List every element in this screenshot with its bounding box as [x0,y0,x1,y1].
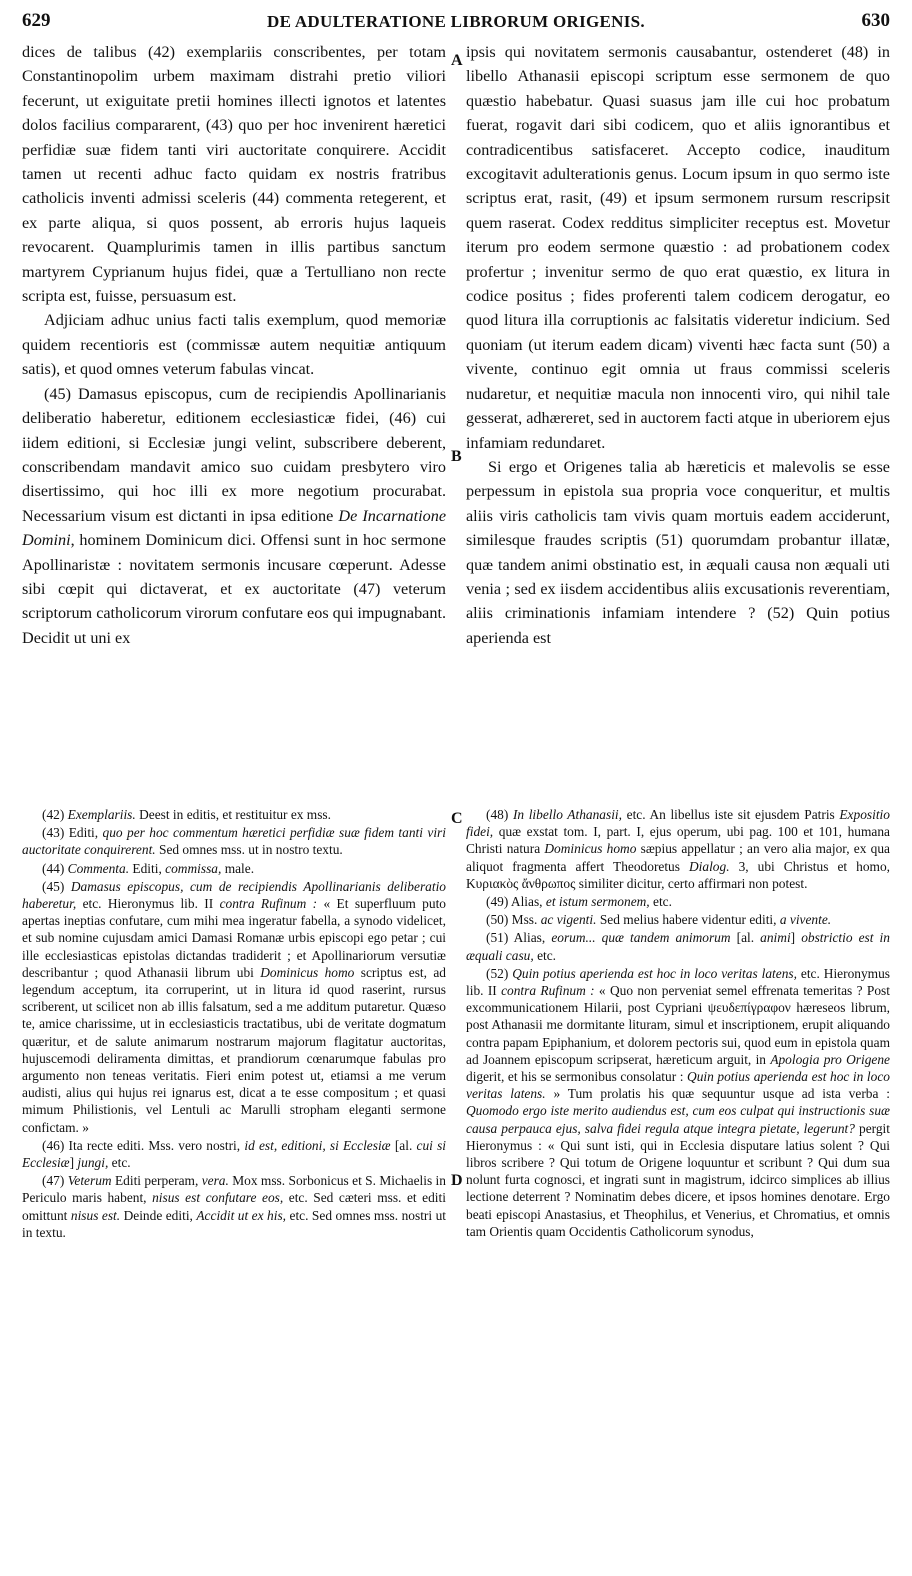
footnote-47 [22,1172,446,1241]
note-quote: animi [760,930,791,946]
note-quote: vera. [201,1173,229,1189]
main-text-right-column [466,40,890,650]
footnote-52 [466,965,890,1240]
note-quote: cui si Ecclesiæ [22,1137,447,1171]
paragraph: Adjiciam adhuc unius facti talis exemplum, quod memoriæ quidem recentioris est (commissæ autem nequitiæ antiquum satis), et quod omnes veterum fabulas vincat. [22,311,446,379]
paragraph-text: , hominem Dominicum dici. Offensi sunt in hoc sermone Apollinaristæ : novitatem sermonis incusare cœperunt. Adesse sibi cœpit qui dictaverat, et ex auctoritate (47) veterum scriptorum catholicorum virorum confutare eos qui impugnabant. Decidit ut uni ex [22,531,446,647]
note-text: Deinde editi, [123,1207,193,1223]
paragraph [22,382,446,650]
main-text-left-column [22,40,446,650]
note-number: (52) [486,965,509,981]
note-text: « Quo non perveniat semel effrenata temeritas ? Post excommunicationem Hilarii, post Cypriani ψευδεπίγραφον hæreseos librum, post Athanasii me dormitante lituram, simul et inscriptionem, erupit aliquando contra papam Epiphanium, et dolorem pectoris sui, quod eum in epistola quam ad Joannem episcopum scripserat, hæreticum arguit, in [466,983,890,1067]
paragraph-text: (45) Damasus episcopus, cum de recipiendis Apollinarianis deliberatio haberetur, editionem ecclesiasticæ fidei, (46) cui iidem editioni, si Ecclesiæ jungi velint, subscribere deberent, conscribendam mandavit amico suo cuidam presbytero viro disertissimo, qui hoc illi ex more negotium procurabat. Necessarium visum est dictanti in ipsa editione [22,384,446,525]
paragraph: dices de talibus (42) exemplariis conscribentes, per totam Constantinopolim urbem maximam distrahi pretio viliori fecerunt, ut exiguitate pretii homines illecti ignotos et latentes dolos facilius compararent, (43) quo per hoc invenirent hæretici perfidiæ suæ fidem tanti viri auctoritate conquirere. Accidit tamen ut recenti adhuc facto quidam ex nostris fratribus catholicis inventi admissi sceleris (44) commenta retegerent, et ex parte aliqua, si quos possent, ab erroris hujus laqueis revocarent. Quamplurimis tamen in illis partibus sanctum martyrem Cyprianum hujus fidei, quæ a Tertulliano non recte scripta est, fuisse, persuasum est. [22,43,446,306]
running-header [22,10,890,36]
note-text: digerit, et his se sermonibus consolatur : [466,1069,684,1085]
work-title: Dialog. [689,858,730,874]
note-number: (48) [486,807,509,822]
note-text: [al. [736,930,755,946]
note-quote: ac vigenti. [540,912,597,928]
work-title: Expositio fidei, [466,807,890,840]
note-lemma: Damasus episcopus, cum de recipiendis Apollinarianis deliberatio haberetur, [22,878,446,912]
note-quote: Dominicus homo [544,841,637,857]
note-text: [al. [394,1137,413,1153]
paragraph: ipsis qui novitatem sermonis causabantur, ostenderet (48) in libello Athanasii episcopi scriptum esse sermonem de quo quæstio habebatur. Quasi suasus jam ille cui hoc probatum fuerat, rogavit dari sibi codicem, quo et aliis ignorantibus et contradicentibus satisfaceret. Accepto codice, inauditum excogitavit adulterationis genus. Locum ipsum in quo sermo iste scriptus erat, rasit, (49) et ipsum sermonem rursum rescripsit quem raserat. Codex redditus simpliciter receptus est. Movetur iterum pro eodem sermone quæstio : ad probationem codex profertur ; invenitur sermo de quo erat quæstio, ex litura in codice positus ; fides proferenti talem codicem derogatur, eo quod litura illa corruptionis ac falsitatis videretur indicium. Sed quoniam (ut iterum eadem dicam) viventi hæc facta sunt (50) a vivente, continuo egit omnia ut fraus commissi sceleris nudaretur, et nequitiæ macula non innocenti viro, qui nihil tale gesserat, adhæreret, sed in auctorem facti atque in uberiorem ejus infamiam redundaret. [466,43,890,452]
note-text: sæpius appellatur ; an vero alia major, ex qua aliquot fragmenta affert Theodoretus [466,841,890,874]
footnote-42 [22,806,446,823]
note-text: ] [69,1155,75,1171]
note-text: etc. [653,894,672,910]
note-quote: commissa, [165,860,222,876]
note-lemma: In libello Athanasii, [512,807,622,822]
note-text: (46) Ita recte editi. Mss. vero nostri, [42,1137,241,1153]
note-text: etc. Sed omnes mss. nostri ut in textu. [22,1207,446,1240]
page-number-left: 629 [22,10,51,31]
note-text: etc. Sed cæteri mss. et editi omittunt [22,1190,446,1223]
note-lemma: Veterum [67,1173,112,1189]
note-text: etc. An libellus iste sit ejusdem Patris [626,807,835,822]
note-text: Sed melius habere videntur editi, [599,912,777,928]
note-text: quæ exstat tom. I, part. I, ejus operum, ubi pag. 100 et 101, humana Christi natura [466,824,890,857]
note-text: pergit Hieronymus : « Qui sunt isti, qui in Ecclesia disputare latius solent ? Qui libros scribere ? Qui totum de Origene loquuntur et scribunt ? Qui dum sua nolunt furta cognosci, et ingrati sunt in magistrum, idcirco simplices ab illius lectione deterrent ? Nominatim debes dicere, et ipsos homines denotare. Ergo beati episcopi Anastasius, et Theophilus, et Venerius, et Chromatius, et omnis tam Orientis quam Occidentis Catholicorum synodus, [466,1120,890,1239]
note-lemma: Exemplariis. [67,807,136,822]
note-quote: et istum sermonem, [545,894,650,910]
note-text: etc. [111,1155,131,1171]
margin-marker-d: D [451,1172,463,1189]
margin-marker-b: B [451,448,462,465]
note-text: (49) Alias, [486,894,543,910]
note-lemma: Commenta. [67,860,130,876]
work-title: contra Rufinum : [501,983,595,999]
note-number: (44) [42,860,65,876]
note-number: (47) [42,1173,65,1189]
note-text: (50) Mss. [486,912,538,928]
note-text: Sed omnes mss. ut in nostro textu. [159,842,343,858]
work-title: De Incarnatione Domini [22,506,447,550]
page-number-right: 630 [861,10,890,31]
note-quote: Accidit ut ex his, [196,1207,287,1223]
note-quote: quo per hoc commentum hæretici perfidiæ suæ fidem tanti viri auctoritate conquirerent. [22,825,446,858]
footnote-44 [22,860,446,877]
note-quote: jungi, [77,1155,109,1171]
paragraph: Si ergo et Origenes talia ab hæreticis et malevolis se esse perpessum in epistola sua propria voce conqueritur, et multis aliis viris catholicis tam vivis quam mortuis eadem acciderunt, similesque fraudes scriptis (51) quorumdam probantur illatæ, quæ tandem animi obstinatio est, in æquali causa non æquali uti venia ; sed ex iisdem accidentibus aliis excusationis reverentiam, aliis criminationis infamiam intendere ? (52) Quin potius aperienda est [466,457,890,647]
note-number: (45) [42,878,65,894]
note-text: Deest in editis, et restituitur ex mss. [139,807,331,822]
footnote-50 [466,911,890,928]
note-text: Editi, [132,860,162,876]
note-quote: Quomodo ergo iste merito audiendus est, cum eos culpat qui instructionis suæ causa perpauca ejus, salva fidei regula atque integra pietate, legerunt? [466,1103,890,1136]
note-text: 3, ubi Christus et homo, Κυριακὸς ἄνθρωπος similiter dicitur, certo affirmari non potest. [466,858,890,891]
work-title: contra Rufinum : [219,896,318,912]
note-quote: a vivente. [779,912,832,928]
note-text: » Tum prolatis his quæ sequuntur usque ad ista verba : [553,1086,890,1102]
note-text: ] [790,930,796,946]
note-quote: obstrictio est in æquali casu, [466,930,890,963]
note-quote: Quin potius aperienda est hoc in loco veritas latens. [466,1069,890,1102]
footnotes-right-column [466,806,890,1241]
footnote-43 [22,824,446,858]
note-lemma: Quin potius aperienda est hoc in loco veritas latens, [512,965,797,981]
note-text: (51) Alias, [486,930,546,946]
note-quote: nisus est. [70,1207,121,1223]
footnote-45 [22,878,446,1136]
note-text: etc. Hieronymus lib. II [82,896,214,912]
footnote-49 [466,893,890,910]
note-text: Mox mss. Sorbonicus et S. Michaelis in Periculo maris habent, [22,1173,446,1206]
work-title: Apologia pro Origene [770,1051,890,1067]
note-quote: eorum... quæ tandem animorum [551,930,731,946]
note-quote: Dominicus homo [260,964,355,980]
margin-marker-c: C [451,810,463,827]
note-text: scriptus est, ad legendum acceptum, ita corruperint, ut in litura id quod raserint, rursus scriberent, ut scilicet non ab illis falsatum, sed a me additum putaretur. Quæso te, amice charissime, ut in ecclesiasticis tractatibus, ubi de veritate dogmatum quæritur, et de salute animarum nostrarum majorum flagitatur auctoritas, hujuscemodi deliramenta dimittas, et prandiorum cœnarumque fabulas pro argumento non teneas veritatis. Fieri enim potest ut, etiamsi a me verum audisti, alius qui hujus rei ignarus est, dicat a te esse compositum ; et quasi mimum Philistionis, vel Lentuli ac Marulli stropham eleganti sermone confictam. » [22,964,446,1135]
footnote-48 [466,806,890,892]
note-quote: id est, editioni, si Ecclesiæ [244,1137,391,1153]
running-title: DE ADULTERATIONE LIBRORUM ORIGENIS. [267,12,645,31]
note-text: (43) Editi, [42,825,99,841]
note-text: etc. Hieronymus lib. II [466,965,890,999]
margin-marker-a: A [451,52,463,69]
footnotes-left-column [22,806,446,1242]
note-text: Editi perperam, [114,1173,199,1189]
note-text: etc. [537,947,557,963]
note-text: male. [224,860,255,876]
footnote-51 [466,929,890,963]
note-number: (42) [42,807,65,822]
note-text: « Et superfluum puto apertas ineptias confutare, cum mihi mea ingeratur fabella, a synodo videlicet, et sub nomine cujusdam amici Damasi Romanæ urbis episcopi ego petar ; cui ille ecclesiasticas epistolas dictandas tradiderit ; et Apollinariorum versutiæ describantur ; quod Athanasii librum ubi [22,896,446,980]
footnote-46 [22,1137,446,1171]
note-quote: nisus est confutare eos, [152,1190,284,1206]
